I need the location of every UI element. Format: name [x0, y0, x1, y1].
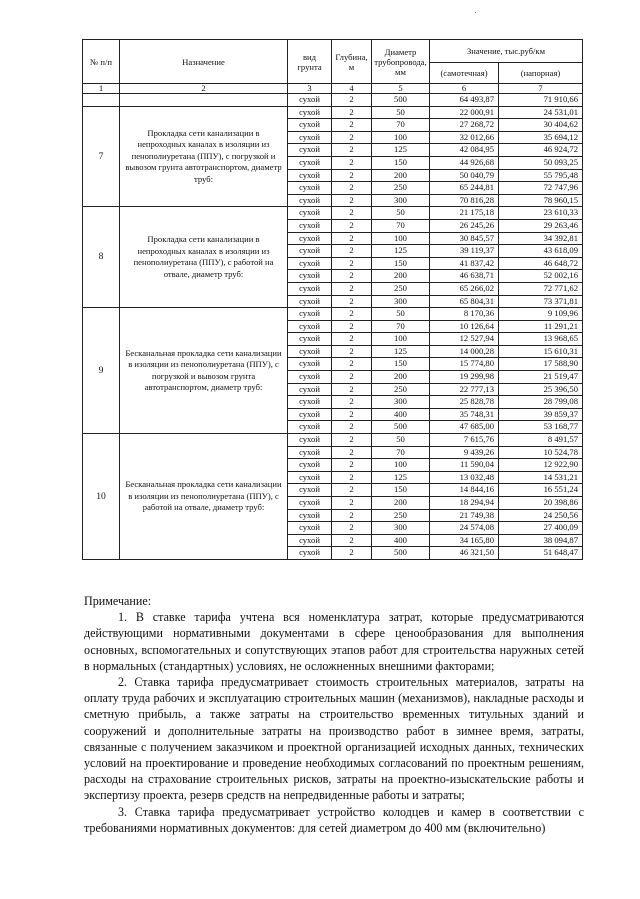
- cell-gravity: 35 748,31: [430, 408, 499, 421]
- cell-depth: 2: [332, 245, 372, 258]
- note-item: 3. Ставка тарифа предусматривает устройство колодцев и камер в соответствии с требованиями нормативных документов: для сетей диаметром до 400 мм (включительно): [84, 804, 584, 835]
- cell-gravity: 42 084,95: [430, 144, 499, 157]
- column-number: 2: [120, 84, 288, 94]
- cell-soil: сухой: [288, 320, 332, 333]
- cell-pressure: 38 094,87: [499, 534, 583, 547]
- cell-gravity: 27 268,72: [430, 119, 499, 132]
- cell-diameter: 125: [372, 245, 430, 258]
- cell-soil: сухой: [288, 207, 332, 220]
- cell-soil: сухой: [288, 106, 332, 119]
- cell-pressure: 16 551,24: [499, 484, 583, 497]
- cell-diameter: 70: [372, 119, 430, 132]
- cell-soil: сухой: [288, 522, 332, 535]
- cell-soil: сухой: [288, 295, 332, 308]
- cell-pressure: 15 610,31: [499, 345, 583, 358]
- cell-pressure: 53 168,77: [499, 421, 583, 434]
- cell-gravity: 46 321,50: [430, 547, 499, 560]
- note-item: 2. Ставка тарифа предусматривает стоимость строительных материалов, затраты на оплату труда рабочих и эксплуатацию строительных машин (механизмов), накладные расходы и сметную прибыль, а также затраты на строительство временных титульных зданий и сооружений и дополнительные затраты на производство работ в зимнее время, затраты, связанные с получением заказчиком и проектной организацией исходных данных, технических условий на проектирование и проведение необходимых согласований по проектным решениям, расходы на страхование строительных рисков, затраты на проектно-изыскательские работы и экспертизу проекта, резерв средств на непредвиденные работы и затраты;: [84, 675, 584, 803]
- cell-soil: сухой: [288, 182, 332, 195]
- cell-gravity: 64 493,87: [430, 94, 499, 107]
- cell-pressure: 10 524,78: [499, 446, 583, 459]
- cell-pressure: 28 799,08: [499, 396, 583, 409]
- cell-depth: 2: [332, 270, 372, 283]
- cell-diameter: 250: [372, 509, 430, 522]
- empty-cell: [83, 94, 120, 107]
- cell-diameter: 100: [372, 131, 430, 144]
- cell-diameter: 200: [372, 497, 430, 510]
- group-purpose: Прокладка сети канализации в непроходных каналах в изоляции из пенополиуретана (ППУ), с работой на отвале, диаметр труб:: [120, 207, 288, 308]
- cell-depth: 2: [332, 396, 372, 409]
- cell-diameter: 200: [372, 371, 430, 384]
- cell-pressure: 20 398,86: [499, 497, 583, 510]
- cell-pressure: 14 531,21: [499, 471, 583, 484]
- cell-pressure: 50 093,25: [499, 156, 583, 169]
- cell-depth: 2: [332, 484, 372, 497]
- cell-soil: сухой: [288, 282, 332, 295]
- cell-diameter: 500: [372, 421, 430, 434]
- cell-soil: сухой: [288, 156, 332, 169]
- cell-pressure: 78 960,15: [499, 194, 583, 207]
- cell-depth: 2: [332, 497, 372, 510]
- column-number: 4: [332, 84, 372, 94]
- cell-soil: сухой: [288, 144, 332, 157]
- cell-pressure: 21 519,47: [499, 371, 583, 384]
- cell-gravity: 21 175,18: [430, 207, 499, 220]
- cell-diameter: 400: [372, 408, 430, 421]
- cell-gravity: 13 032,48: [430, 471, 499, 484]
- cell-depth: 2: [332, 194, 372, 207]
- cell-diameter: 500: [372, 547, 430, 560]
- scan-speck: [475, 12, 476, 13]
- cell-pressure: 73 371,81: [499, 295, 583, 308]
- cell-soil: сухой: [288, 434, 332, 447]
- cell-depth: 2: [332, 257, 372, 270]
- group-number: 8: [83, 207, 120, 308]
- cell-depth: 2: [332, 333, 372, 346]
- table-row: [83, 434, 583, 447]
- cell-depth: 2: [332, 119, 372, 132]
- cell-pressure: 29 263,46: [499, 219, 583, 232]
- cell-soil: сухой: [288, 94, 332, 107]
- cell-diameter: 150: [372, 484, 430, 497]
- cell-gravity: 47 685,00: [430, 421, 499, 434]
- column-number: 5: [372, 84, 430, 94]
- cell-pressure: 24 250,56: [499, 509, 583, 522]
- cell-gravity: 14 000,28: [430, 345, 499, 358]
- cell-depth: 2: [332, 106, 372, 119]
- cell-diameter: 250: [372, 282, 430, 295]
- cell-diameter: 70: [372, 446, 430, 459]
- cell-diameter: 250: [372, 182, 430, 195]
- table-row: [83, 94, 583, 107]
- cell-diameter: 300: [372, 194, 430, 207]
- cell-soil: сухой: [288, 396, 332, 409]
- cell-depth: 2: [332, 408, 372, 421]
- cell-gravity: 30 845,57: [430, 232, 499, 245]
- cell-diameter: 150: [372, 358, 430, 371]
- cell-diameter: 100: [372, 232, 430, 245]
- cell-soil: сухой: [288, 497, 332, 510]
- cell-soil: сухой: [288, 119, 332, 132]
- cell-pressure: 24 531,01: [499, 106, 583, 119]
- cell-depth: 2: [332, 471, 372, 484]
- cell-gravity: 26 245,26: [430, 219, 499, 232]
- cell-depth: 2: [332, 522, 372, 535]
- cell-gravity: 65 266,02: [430, 282, 499, 295]
- cell-gravity: 24 574,08: [430, 522, 499, 535]
- header-gravity: (самотечная): [430, 63, 499, 84]
- cell-diameter: 70: [372, 320, 430, 333]
- cell-pressure: 55 795,48: [499, 169, 583, 182]
- cell-gravity: 65 244,81: [430, 182, 499, 195]
- cell-diameter: 250: [372, 383, 430, 396]
- cell-diameter: 50: [372, 106, 430, 119]
- cell-diameter: 50: [372, 308, 430, 321]
- cell-gravity: 12 527,94: [430, 333, 499, 346]
- cell-soil: сухой: [288, 471, 332, 484]
- cell-soil: сухой: [288, 408, 332, 421]
- cell-pressure: 52 002,16: [499, 270, 583, 283]
- cell-diameter: 125: [372, 144, 430, 157]
- cell-depth: 2: [332, 446, 372, 459]
- cell-depth: 2: [332, 295, 372, 308]
- cell-depth: 2: [332, 156, 372, 169]
- cell-soil: сухой: [288, 371, 332, 384]
- cell-diameter: 500: [372, 94, 430, 107]
- cell-gravity: 11 590,04: [430, 459, 499, 472]
- cell-depth: 2: [332, 94, 372, 107]
- cell-gravity: 32 012,66: [430, 131, 499, 144]
- header-depth: Глубина, м: [332, 40, 372, 84]
- column-number: 1: [83, 84, 120, 94]
- cell-gravity: 70 816,28: [430, 194, 499, 207]
- cell-pressure: 12 922,90: [499, 459, 583, 472]
- cell-diameter: 300: [372, 522, 430, 535]
- cell-gravity: 19 299,98: [430, 371, 499, 384]
- header-soil: вид грунта: [288, 40, 332, 84]
- cell-gravity: 46 638,71: [430, 270, 499, 283]
- cell-depth: 2: [332, 169, 372, 182]
- cell-diameter: 125: [372, 471, 430, 484]
- group-purpose: Прокладка сети канализации в непроходных каналах в изоляции из пенополиуретана (ППУ), с погрузкой и вывозом грунта автотранспортом, диаметр труб:: [120, 106, 288, 207]
- empty-cell: [120, 94, 288, 107]
- cell-diameter: 125: [372, 345, 430, 358]
- cell-soil: сухой: [288, 270, 332, 283]
- cell-depth: 2: [332, 131, 372, 144]
- cell-pressure: 9 109,96: [499, 308, 583, 321]
- cell-gravity: 25 828,78: [430, 396, 499, 409]
- cell-gravity: 44 926,68: [430, 156, 499, 169]
- cell-soil: сухой: [288, 547, 332, 560]
- cell-diameter: 150: [372, 156, 430, 169]
- cell-diameter: 50: [372, 434, 430, 447]
- cell-soil: сухой: [288, 219, 332, 232]
- cell-pressure: 23 610,33: [499, 207, 583, 220]
- cell-pressure: 11 291,21: [499, 320, 583, 333]
- cell-gravity: 14 844,16: [430, 484, 499, 497]
- cell-soil: сухой: [288, 421, 332, 434]
- cell-diameter: 100: [372, 459, 430, 472]
- group-number: 10: [83, 434, 120, 560]
- cell-pressure: 72 747,96: [499, 182, 583, 195]
- cell-diameter: 100: [372, 333, 430, 346]
- group-number: 9: [83, 308, 120, 434]
- cell-pressure: 39 859,37: [499, 408, 583, 421]
- cell-soil: сухой: [288, 245, 332, 258]
- cell-depth: 2: [332, 371, 372, 384]
- cell-diameter: 300: [372, 295, 430, 308]
- cell-soil: сухой: [288, 333, 332, 346]
- cell-gravity: 22 777,13: [430, 383, 499, 396]
- table-row: [83, 308, 583, 321]
- group-purpose: Бесканальная прокладка сети канализации в изоляции из пенополиуретана (ППУ), с погрузкой и вывозом грунта автотранспортом, диаметр труб:: [120, 308, 288, 434]
- notes-title: Примечание:: [84, 594, 152, 608]
- cell-pressure: 17 588,90: [499, 358, 583, 371]
- cell-soil: сухой: [288, 446, 332, 459]
- cell-depth: 2: [332, 219, 372, 232]
- group-purpose: Бесканальная прокладка сети канализации в изоляции из пенополиуретана (ППУ), с работой на отвале, диаметр труб:: [120, 434, 288, 560]
- cell-soil: сухой: [288, 459, 332, 472]
- cell-soil: сухой: [288, 484, 332, 497]
- header-pressure: (напорная): [499, 63, 583, 84]
- cell-soil: сухой: [288, 509, 332, 522]
- cell-depth: 2: [332, 207, 372, 220]
- cell-depth: 2: [332, 421, 372, 434]
- cell-diameter: 400: [372, 534, 430, 547]
- note-item: 1. В ставке тарифа учтена вся номенклатура затрат, которые предусматриваются действующими нормативными документами в сфере ценообразования для выполнения основных, вспомогательных и сопутствующих этапов работ для строительства наружных сетей в нормальных (стандартных) условиях, не осложненных внешними факторами;: [84, 610, 584, 673]
- cell-diameter: 70: [372, 219, 430, 232]
- cell-depth: 2: [332, 509, 372, 522]
- cell-depth: 2: [332, 144, 372, 157]
- cell-gravity: 65 804,31: [430, 295, 499, 308]
- notes-section: [84, 593, 584, 836]
- cell-soil: сухой: [288, 169, 332, 182]
- cell-soil: сухой: [288, 383, 332, 396]
- cell-depth: 2: [332, 459, 372, 472]
- cell-pressure: 27 400,09: [499, 522, 583, 535]
- cell-pressure: 72 771,62: [499, 282, 583, 295]
- group-number: 7: [83, 106, 120, 207]
- cell-soil: сухой: [288, 232, 332, 245]
- cell-diameter: 300: [372, 396, 430, 409]
- table-body: [83, 94, 583, 560]
- cell-gravity: 21 749,38: [430, 509, 499, 522]
- cell-gravity: 8 170,36: [430, 308, 499, 321]
- cell-soil: сухой: [288, 308, 332, 321]
- cell-gravity: 10 126,64: [430, 320, 499, 333]
- cell-depth: 2: [332, 345, 372, 358]
- cell-gravity: 41 837,42: [430, 257, 499, 270]
- cell-gravity: 50 040,79: [430, 169, 499, 182]
- header-value: Значение, тыс.руб/км: [430, 40, 583, 63]
- cell-soil: сухой: [288, 534, 332, 547]
- cell-gravity: 39 119,37: [430, 245, 499, 258]
- cell-soil: сухой: [288, 131, 332, 144]
- cell-gravity: 34 165,80: [430, 534, 499, 547]
- cell-pressure: 51 648,47: [499, 547, 583, 560]
- cell-diameter: 150: [372, 257, 430, 270]
- cell-soil: сухой: [288, 345, 332, 358]
- cell-pressure: 35 694,12: [499, 131, 583, 144]
- cell-depth: 2: [332, 547, 372, 560]
- cell-depth: 2: [332, 434, 372, 447]
- cell-depth: 2: [332, 308, 372, 321]
- cell-pressure: 13 968,65: [499, 333, 583, 346]
- cell-pressure: 30 404,62: [499, 119, 583, 132]
- cell-depth: 2: [332, 182, 372, 195]
- tariff-table: [82, 39, 583, 560]
- cell-pressure: 25 396,50: [499, 383, 583, 396]
- cell-soil: сухой: [288, 257, 332, 270]
- cell-soil: сухой: [288, 358, 332, 371]
- header-num: № п/п: [83, 40, 120, 84]
- cell-gravity: 9 439,26: [430, 446, 499, 459]
- column-number: 7: [499, 84, 583, 94]
- cell-gravity: 7 615,76: [430, 434, 499, 447]
- column-number: 6: [430, 84, 499, 94]
- table-row: [83, 207, 583, 220]
- header-diameter: Диаметр трубопровода, мм: [372, 40, 430, 84]
- cell-pressure: 43 618,09: [499, 245, 583, 258]
- cell-depth: 2: [332, 383, 372, 396]
- cell-pressure: 46 648,72: [499, 257, 583, 270]
- cell-gravity: 22 000,91: [430, 106, 499, 119]
- cell-diameter: 200: [372, 169, 430, 182]
- cell-pressure: 34 392,81: [499, 232, 583, 245]
- table-row: [83, 106, 583, 119]
- cell-depth: 2: [332, 320, 372, 333]
- header-purpose: Назначение: [120, 40, 288, 84]
- cell-gravity: 18 294,94: [430, 497, 499, 510]
- column-number: 3: [288, 84, 332, 94]
- cell-pressure: 46 924,72: [499, 144, 583, 157]
- cell-diameter: 50: [372, 207, 430, 220]
- cell-pressure: 71 910,66: [499, 94, 583, 107]
- cell-diameter: 200: [372, 270, 430, 283]
- cell-depth: 2: [332, 534, 372, 547]
- cell-pressure: 8 491,57: [499, 434, 583, 447]
- cell-depth: 2: [332, 358, 372, 371]
- cell-depth: 2: [332, 282, 372, 295]
- cell-depth: 2: [332, 232, 372, 245]
- cell-gravity: 15 774,80: [430, 358, 499, 371]
- cell-soil: сухой: [288, 194, 332, 207]
